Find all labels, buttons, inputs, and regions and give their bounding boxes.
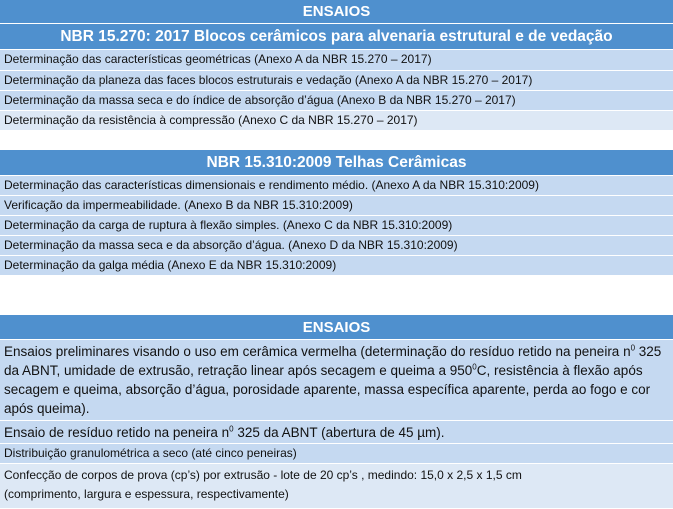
section3-row-specimens	[0, 464, 673, 509]
section1-subheader: NBR 15.270: 2017 Blocos cerâmicos para alvenaria estrutural e de vedação	[0, 24, 673, 50]
section2-row: Determinação da massa seca e da absorção d’água. (Anexo D da NBR 15.310:2009)	[0, 236, 673, 256]
section3-row-preliminary: Ensaios preliminares visando o uso em cerâmica vermelha (determinação do resíduo retido na peneira $n^0$ 325 da ABNT, umidade de extrusão, retração linear após secagem e queima a $950^0C$, resistência à flexão após secagem e queima, absorção d’água, porosidade aparente, massa específica aparente, perda ao fogo e cor após queima).	[0, 340, 673, 421]
section1-header: ENSAIOS	[0, 0, 673, 24]
spacer	[0, 131, 673, 150]
section3-header: ENSAIOS	[0, 315, 673, 340]
section3-row-granulometry: Distribuição granulométrica a seco (até cinco peneiras)	[0, 444, 673, 464]
section2-row: Determinação da carga de ruptura à flexão simples. (Anexo C da NBR 15.310:2009)	[0, 216, 673, 236]
spacer	[0, 276, 673, 315]
section1-row: Determinação das características geométricas (Anexo A da NBR 15.270 – 2017)	[0, 50, 673, 71]
section2-header: NBR 15.310:2009 Telhas Cerâmicas	[0, 150, 673, 176]
section2-row: Determinação da galga média (Anexo E da NBR 15.310:2009)	[0, 256, 673, 276]
section1-row: Determinação da massa seca e do índice de absorção d’água (Anexo B da NBR 15.270 – 2017)	[0, 91, 673, 111]
section1-row: Determinação da resistência à compressão (Anexo C da NBR 15.270 – 2017)	[0, 111, 673, 131]
section3-row-residue: Ensaio de resíduo retido na peneira $n^0$ 325 da ABNT (abertura de 45 µm).	[0, 421, 673, 444]
specimens-line1: Confecção de corpos de prova (cp’s) por extrusão - lote de 20 cp’s , medindo: 15,0 x 2,5 x 1,5 cm	[4, 468, 522, 482]
section2-row: Determinação das características dimensionais e rendimento médio. (Anexo A da NBR 15.310:2009)	[0, 176, 673, 196]
specimens-line2: (comprimento, largura e espessura, respectivamente)	[4, 487, 289, 501]
section2-row: Verificação da impermeabilidade. (Anexo B da NBR 15.310:2009)	[0, 196, 673, 216]
section1-row: Determinação da planeza das faces blocos estruturais e vedação (Anexo A da NBR 15.270 – 2017)	[0, 71, 673, 91]
